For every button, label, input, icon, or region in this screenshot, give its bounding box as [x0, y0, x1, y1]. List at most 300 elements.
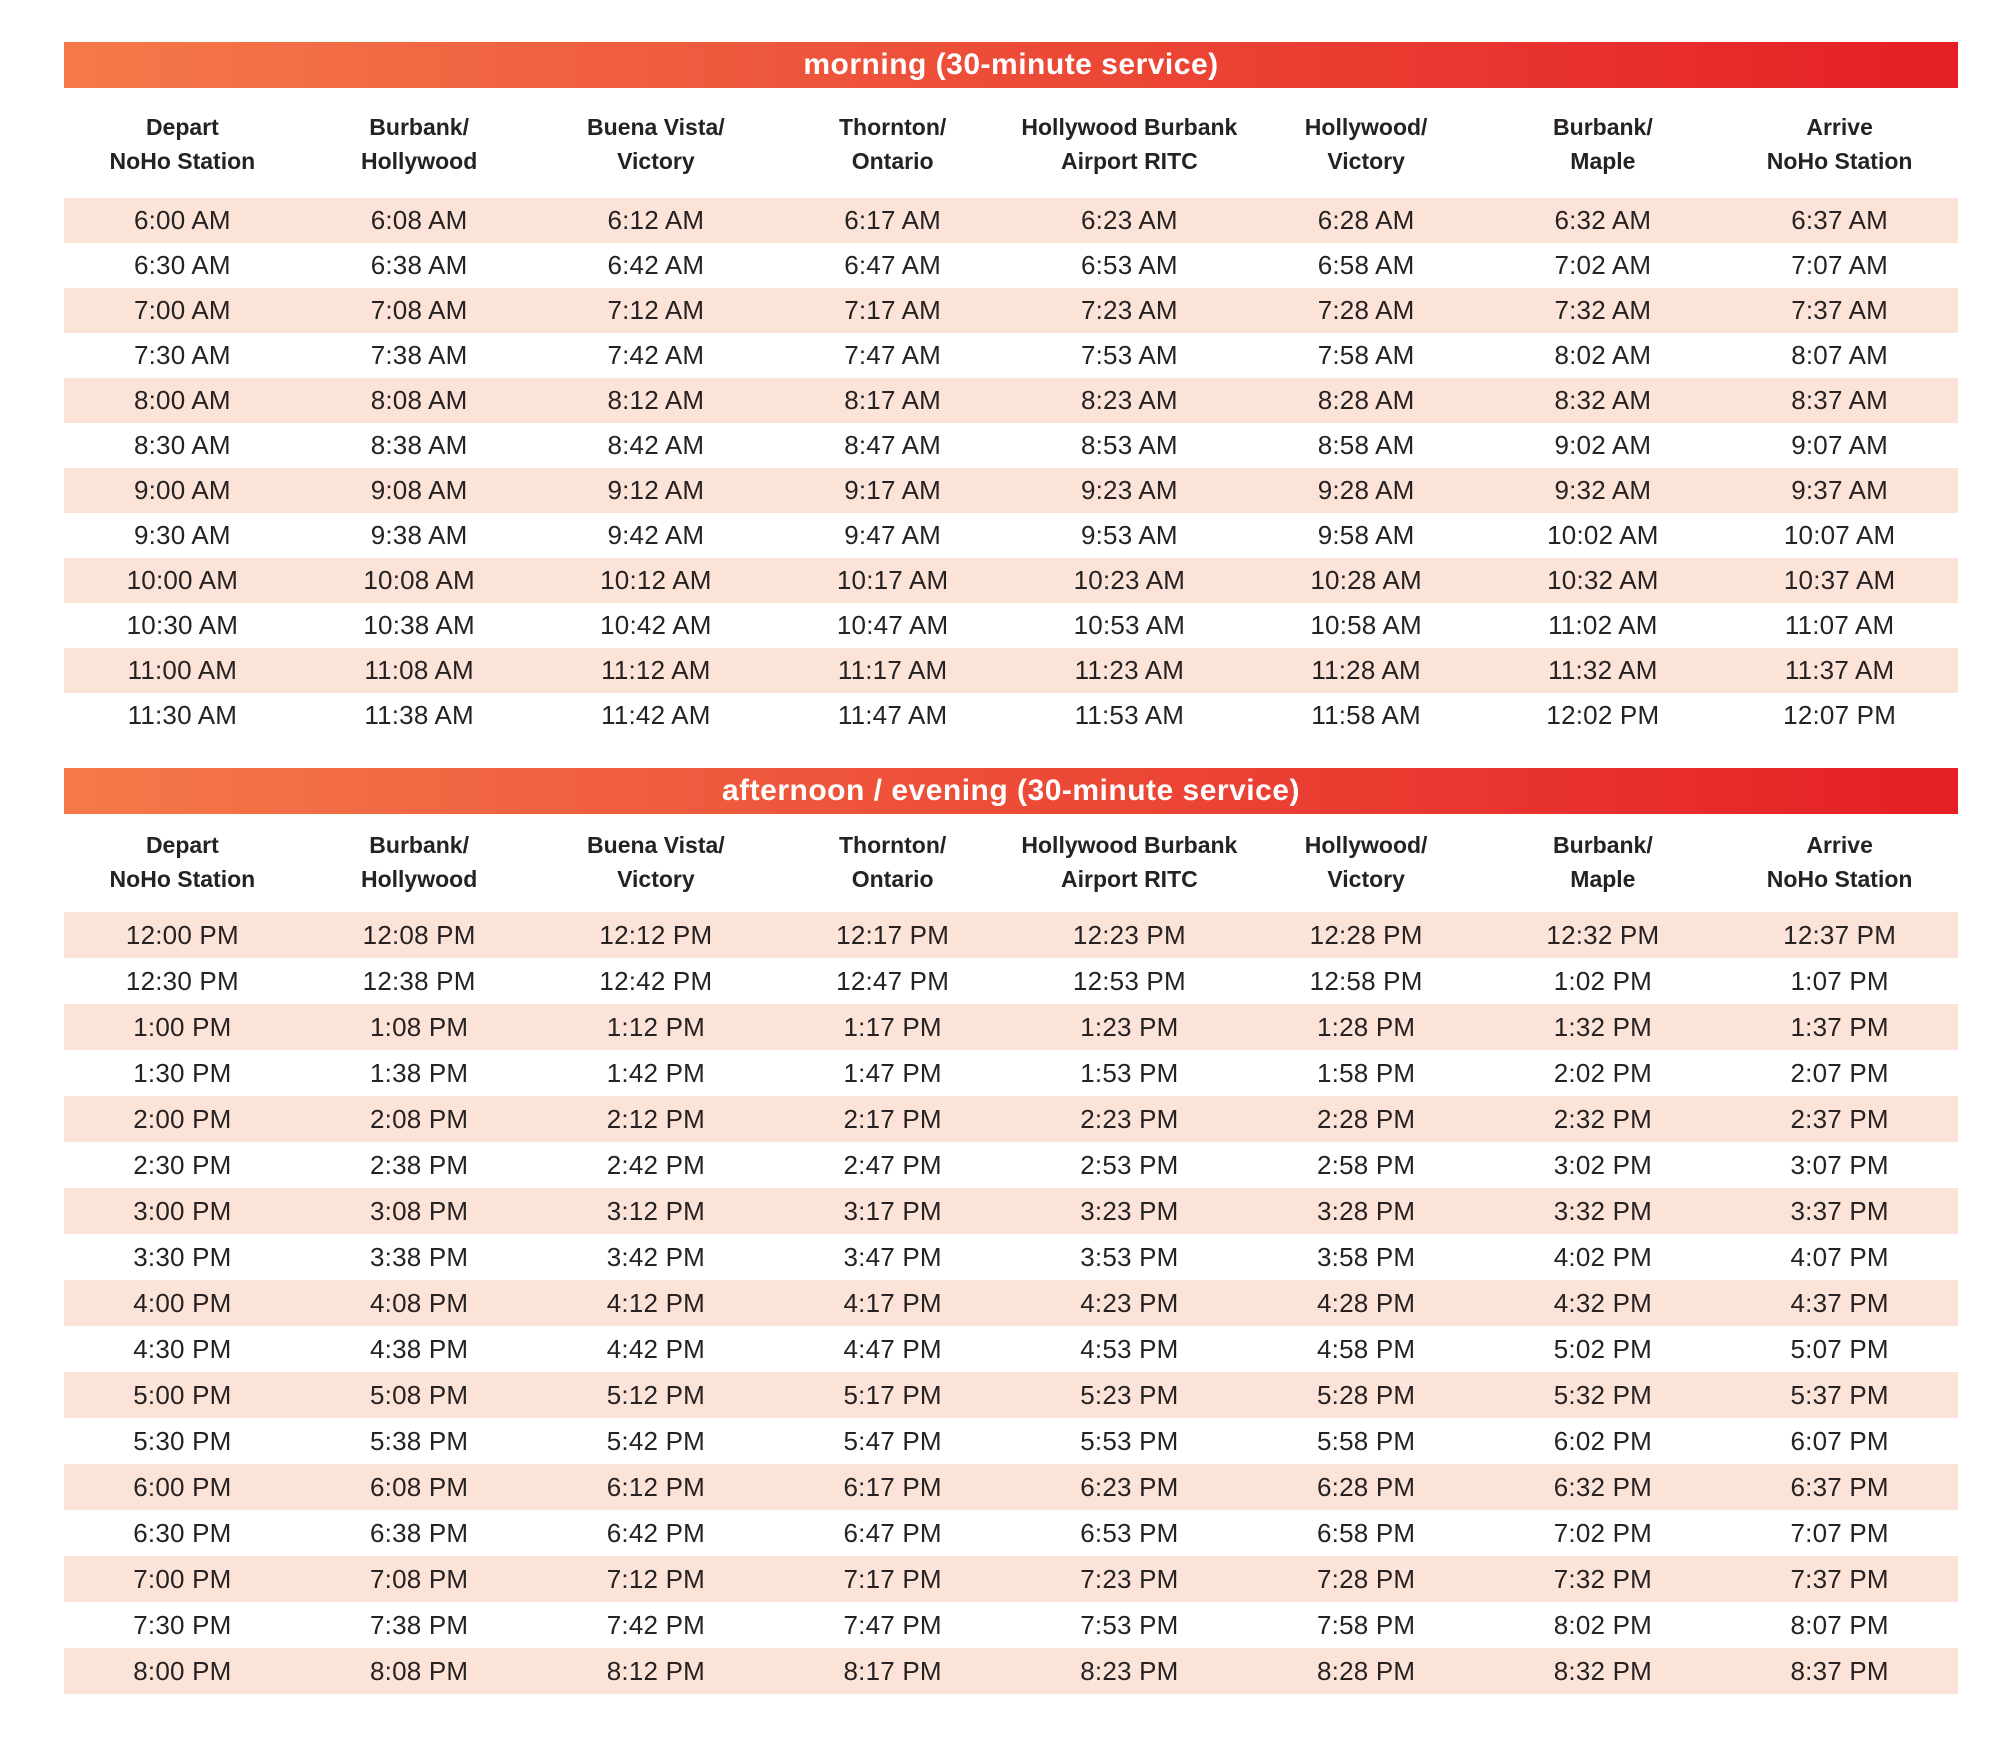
time-cell: 10:02 AM [1547, 520, 1659, 550]
time-cell: 12:58 PM [1309, 965, 1423, 996]
time-cell: 7:23 PM [1080, 1563, 1179, 1594]
time-cell: 12:02 PM [1546, 700, 1660, 730]
time-cell: 7:58 PM [1317, 1609, 1416, 1640]
column-header-line2: NoHo Station [109, 148, 256, 174]
time-cell: 6:28 PM [1317, 1471, 1416, 1502]
time-cell: 3:07 PM [1790, 1149, 1889, 1180]
time-cell: 5:07 PM [1790, 1333, 1889, 1364]
time-cell: 2:00 PM [133, 1103, 232, 1134]
timetable-row [64, 603, 1958, 648]
time-cell: 8:32 AM [1554, 385, 1652, 415]
time-cell: 1:58 PM [1317, 1057, 1416, 1088]
timetable-rows [64, 912, 1958, 1694]
timetable-row [64, 1004, 1958, 1050]
time-cell: 2:12 PM [606, 1103, 705, 1134]
time-cell: 4:28 PM [1317, 1287, 1416, 1318]
section-gap [64, 738, 1958, 768]
time-cell: 6:23 PM [1080, 1471, 1179, 1502]
time-cell: 2:37 PM [1790, 1103, 1889, 1134]
column-header-line2: Ontario [851, 148, 934, 174]
time-cell: 1:38 PM [370, 1057, 469, 1088]
time-cell: 12:42 PM [599, 965, 713, 996]
time-cell: 7:17 PM [843, 1563, 942, 1594]
time-cell: 4:12 PM [606, 1287, 705, 1318]
morning-title-band [64, 42, 1958, 88]
time-cell: 4:37 PM [1790, 1287, 1889, 1318]
time-cell: 7:58 AM [1317, 340, 1415, 370]
timetable-row [64, 1096, 1958, 1142]
time-cell: 11:42 AM [601, 700, 711, 730]
time-cell: 12:30 PM [125, 965, 239, 996]
time-cell: 3:42 PM [606, 1241, 705, 1272]
time-cell: 5:30 PM [133, 1425, 232, 1456]
time-cell: 1:28 PM [1317, 1011, 1416, 1042]
column-header-7 [1485, 110, 1722, 178]
time-cell: 5:53 PM [1080, 1425, 1179, 1456]
time-cell: 9:37 AM [1791, 475, 1889, 505]
time-cell: 10:07 AM [1783, 520, 1896, 550]
time-cell: 5:12 PM [606, 1379, 705, 1410]
time-cell: 11:07 AM [1784, 610, 1895, 640]
time-cell: 9:07 AM [1791, 430, 1889, 460]
timetable-row [64, 243, 1958, 288]
time-cell: 10:00 AM [126, 565, 239, 595]
time-cell: 1:02 PM [1553, 965, 1652, 996]
time-cell: 2:58 PM [1317, 1149, 1416, 1180]
time-cell: 7:28 AM [1317, 295, 1415, 325]
time-cell: 10:47 AM [836, 610, 949, 640]
time-cell: 11:37 AM [1784, 655, 1895, 685]
timetable-row [64, 1602, 1958, 1648]
time-cell: 5:58 PM [1317, 1425, 1416, 1456]
time-cell: 8:07 AM [1791, 340, 1889, 370]
time-cell: 3:37 PM [1790, 1195, 1889, 1226]
time-cell: 2:17 PM [843, 1103, 942, 1134]
column-header-line2: NoHo Station [1766, 866, 1913, 892]
afternoon-evening-schedule-section [64, 768, 1958, 1694]
time-cell: 8:02 PM [1553, 1609, 1652, 1640]
timetable-row [64, 288, 1958, 333]
time-cell: 7:07 AM [1791, 250, 1889, 280]
time-cell: 4:53 PM [1080, 1333, 1179, 1364]
time-cell: 7:30 PM [133, 1609, 232, 1640]
time-cell: 10:53 AM [1073, 610, 1186, 640]
time-cell: 2:30 PM [133, 1149, 232, 1180]
column-header-line2: Victory [617, 148, 695, 174]
time-cell: 11:08 AM [364, 655, 474, 685]
time-cell: 3:38 PM [370, 1241, 469, 1272]
time-cell: 7:42 AM [607, 340, 705, 370]
time-cell: 11:58 AM [1311, 700, 1421, 730]
time-cell: 1:42 PM [606, 1057, 705, 1088]
time-cell: 10:42 AM [600, 610, 712, 640]
time-cell: 7:00 AM [133, 295, 231, 325]
column-header-line1: Hollywood/ [1304, 832, 1428, 858]
time-cell: 6:37 PM [1790, 1471, 1889, 1502]
time-cell: 10:08 AM [363, 565, 475, 595]
time-cell: 7:47 AM [844, 340, 942, 370]
timetable-row [64, 1648, 1958, 1694]
time-cell: 4:30 PM [133, 1333, 232, 1364]
afternoon-title-band [64, 768, 1958, 814]
timetable-row [64, 1280, 1958, 1326]
time-cell: 6:42 AM [607, 250, 705, 280]
column-header-line1: Buena Vista/ [587, 114, 725, 140]
timetable-row [64, 468, 1958, 513]
time-cell: 4:32 PM [1553, 1287, 1652, 1318]
time-cell: 8:37 AM [1791, 385, 1889, 415]
time-cell: 12:07 PM [1783, 700, 1897, 730]
time-cell: 11:47 AM [837, 700, 948, 730]
column-header-line2: Airport RITC [1061, 866, 1198, 892]
section-title: afternoon / evening (30-minute service) [722, 774, 1300, 807]
time-cell: 2:42 PM [606, 1149, 705, 1180]
time-cell: 7:08 AM [370, 295, 468, 325]
time-cell: 6:12 AM [607, 205, 705, 235]
time-cell: 5:08 PM [370, 1379, 469, 1410]
time-cell: 4:23 PM [1080, 1287, 1179, 1318]
timetable-row [64, 378, 1958, 423]
column-headers [64, 814, 1958, 912]
time-cell: 3:30 PM [133, 1241, 232, 1272]
time-cell: 8:58 AM [1317, 430, 1415, 460]
time-cell: 8:12 AM [607, 385, 705, 415]
column-header-5 [1011, 110, 1248, 178]
time-cell: 6:08 AM [370, 205, 468, 235]
column-header-line2: Airport RITC [1061, 148, 1198, 174]
timetable-row [64, 513, 1958, 558]
time-cell: 6:53 PM [1080, 1517, 1179, 1548]
column-header-line1: Buena Vista/ [587, 832, 725, 858]
timetable-row [64, 1418, 1958, 1464]
timetable-row [64, 1556, 1958, 1602]
time-cell: 11:12 AM [601, 655, 711, 685]
time-cell: 10:32 AM [1547, 565, 1659, 595]
time-cell: 11:17 AM [837, 655, 948, 685]
timetable-row [64, 1188, 1958, 1234]
time-cell: 6:17 AM [844, 205, 942, 235]
time-cell: 10:38 AM [363, 610, 475, 640]
time-cell: 6:08 PM [370, 1471, 469, 1502]
time-cell: 4:02 PM [1553, 1241, 1652, 1272]
time-cell: 6:00 AM [133, 205, 231, 235]
time-cell: 9:02 AM [1554, 430, 1652, 460]
time-cell: 1:30 PM [133, 1057, 232, 1088]
column-header-line1: Hollywood/ [1304, 114, 1428, 140]
time-cell: 7:37 AM [1791, 295, 1889, 325]
time-cell: 8:23 PM [1080, 1655, 1179, 1686]
column-header-line1: Thornton/ [838, 832, 947, 858]
time-cell: 7:32 AM [1554, 295, 1652, 325]
time-cell: 4:00 PM [133, 1287, 232, 1318]
time-cell: 2:23 PM [1080, 1103, 1179, 1134]
time-cell: 9:12 AM [607, 475, 705, 505]
time-cell: 8:28 AM [1317, 385, 1415, 415]
time-cell: 10:12 AM [600, 565, 712, 595]
time-cell: 5:47 PM [843, 1425, 942, 1456]
time-cell: 5:42 PM [606, 1425, 705, 1456]
time-cell: 6:38 AM [370, 250, 468, 280]
time-cell: 7:00 PM [133, 1563, 232, 1594]
time-cell: 3:12 PM [606, 1195, 705, 1226]
time-cell: 6:32 PM [1553, 1471, 1652, 1502]
time-cell: 3:23 PM [1080, 1195, 1179, 1226]
time-cell: 11:32 AM [1548, 655, 1658, 685]
time-cell: 9:08 AM [370, 475, 468, 505]
column-header-line1: Depart [145, 832, 219, 858]
time-cell: 7:07 PM [1790, 1517, 1889, 1548]
time-cell: 10:28 AM [1310, 565, 1422, 595]
time-cell: 12:53 PM [1072, 965, 1186, 996]
time-cell: 7:23 AM [1080, 295, 1178, 325]
column-header-line1: Depart [145, 114, 219, 140]
time-cell: 8:08 AM [370, 385, 468, 415]
time-cell: 12:12 PM [599, 919, 713, 950]
column-header-8 [1721, 828, 1958, 896]
time-cell: 5:00 PM [133, 1379, 232, 1410]
time-cell: 10:30 AM [126, 610, 239, 640]
column-header-4 [774, 110, 1011, 178]
time-cell: 1:53 PM [1080, 1057, 1179, 1088]
time-cell: 8:08 PM [370, 1655, 469, 1686]
timetable-row [64, 1510, 1958, 1556]
time-cell: 4:47 PM [843, 1333, 942, 1364]
time-cell: 3:53 PM [1080, 1241, 1179, 1272]
time-cell: 8:30 AM [133, 430, 231, 460]
time-cell: 11:30 AM [127, 700, 238, 730]
time-cell: 6:30 AM [133, 250, 231, 280]
time-cell: 10:17 AM [836, 565, 949, 595]
time-cell: 7:53 AM [1080, 340, 1178, 370]
time-cell: 10:37 AM [1783, 565, 1896, 595]
column-header-line1: Burbank/ [1553, 832, 1653, 858]
time-cell: 7:08 PM [370, 1563, 469, 1594]
column-header-4 [774, 828, 1011, 896]
column-header-line2: Victory [1327, 866, 1405, 892]
section-title: morning (30-minute service) [803, 48, 1219, 81]
time-cell: 6:58 AM [1317, 250, 1415, 280]
time-cell: 7:12 AM [607, 295, 705, 325]
column-header-line1: Burbank/ [369, 832, 469, 858]
time-cell: 6:47 PM [843, 1517, 942, 1548]
time-cell: 5:37 PM [1790, 1379, 1889, 1410]
time-cell: 3:28 PM [1317, 1195, 1416, 1226]
time-cell: 8:12 PM [606, 1655, 705, 1686]
time-cell: 5:38 PM [370, 1425, 469, 1456]
time-cell: 6:30 PM [133, 1517, 232, 1548]
time-cell: 7:38 PM [370, 1609, 469, 1640]
time-cell: 8:00 AM [133, 385, 231, 415]
column-header-line2: NoHo Station [109, 866, 256, 892]
column-header-line1: Thornton/ [838, 114, 947, 140]
time-cell: 7:02 AM [1554, 250, 1652, 280]
time-cell: 6:07 PM [1790, 1425, 1889, 1456]
time-cell: 3:58 PM [1317, 1241, 1416, 1272]
time-cell: 8:42 AM [607, 430, 705, 460]
time-cell: 1:47 PM [843, 1057, 942, 1088]
timetable-row [64, 1464, 1958, 1510]
time-cell: 7:12 PM [606, 1563, 705, 1594]
time-cell: 5:32 PM [1553, 1379, 1652, 1410]
time-cell: 11:38 AM [364, 700, 474, 730]
timetable-row [64, 1372, 1958, 1418]
time-cell: 9:30 AM [133, 520, 231, 550]
time-cell: 7:32 PM [1553, 1563, 1652, 1594]
time-cell: 8:02 AM [1554, 340, 1652, 370]
time-cell: 7:37 PM [1790, 1563, 1889, 1594]
time-cell: 6:38 PM [370, 1517, 469, 1548]
column-header-line1: Burbank/ [1553, 114, 1653, 140]
time-cell: 4:17 PM [843, 1287, 942, 1318]
morning-schedule-section [64, 42, 1958, 738]
timetable-row [64, 333, 1958, 378]
timetable-row [64, 558, 1958, 603]
time-cell: 4:38 PM [370, 1333, 469, 1364]
time-cell: 3:17 PM [843, 1195, 942, 1226]
time-cell: 2:28 PM [1317, 1103, 1416, 1134]
time-cell: 12:32 PM [1546, 919, 1660, 950]
time-cell: 4:07 PM [1790, 1241, 1889, 1272]
column-header-6 [1248, 828, 1485, 896]
time-cell: 6:12 PM [606, 1471, 705, 1502]
time-cell: 4:58 PM [1317, 1333, 1416, 1364]
time-cell: 7:42 PM [606, 1609, 705, 1640]
time-cell: 12:38 PM [362, 965, 476, 996]
column-header-2 [301, 110, 538, 178]
time-cell: 1:00 PM [133, 1011, 232, 1042]
column-header-line2: NoHo Station [1766, 148, 1913, 174]
time-cell: 1:37 PM [1790, 1011, 1889, 1042]
time-cell: 7:02 PM [1553, 1517, 1652, 1548]
time-cell: 11:28 AM [1311, 655, 1421, 685]
column-header-line2: Ontario [851, 866, 934, 892]
time-cell: 1:12 PM [606, 1011, 705, 1042]
time-cell: 8:17 AM [844, 385, 942, 415]
column-headers [64, 88, 1958, 198]
time-cell: 12:47 PM [836, 965, 950, 996]
time-cell: 2:07 PM [1790, 1057, 1889, 1088]
time-cell: 8:28 PM [1317, 1655, 1416, 1686]
column-header-1 [64, 828, 301, 896]
timetable-row [64, 648, 1958, 693]
time-cell: 8:53 AM [1080, 430, 1178, 460]
time-cell: 9:42 AM [607, 520, 705, 550]
timetable-row [64, 1326, 1958, 1372]
time-cell: 9:38 AM [370, 520, 468, 550]
time-cell: 4:08 PM [370, 1287, 469, 1318]
time-cell: 9:17 AM [844, 475, 942, 505]
time-cell: 12:08 PM [362, 919, 476, 950]
time-cell: 11:00 AM [127, 655, 238, 685]
column-header-7 [1485, 828, 1722, 896]
column-header-line2: Hollywood [360, 866, 478, 892]
column-header-line2: Maple [1570, 866, 1636, 892]
time-cell: 10:23 AM [1073, 565, 1186, 595]
time-cell: 8:23 AM [1080, 385, 1178, 415]
column-header-2 [301, 828, 538, 896]
time-cell: 6:02 PM [1553, 1425, 1652, 1456]
time-cell: 8:47 AM [844, 430, 942, 460]
time-cell: 11:23 AM [1074, 655, 1185, 685]
time-cell: 11:02 AM [1548, 610, 1658, 640]
time-cell: 6:58 PM [1317, 1517, 1416, 1548]
time-cell: 8:07 PM [1790, 1609, 1889, 1640]
time-cell: 12:00 PM [125, 919, 239, 950]
time-cell: 7:53 PM [1080, 1609, 1179, 1640]
timetable-row [64, 423, 1958, 468]
time-cell: 9:23 AM [1080, 475, 1178, 505]
time-cell: 5:23 PM [1080, 1379, 1179, 1410]
column-header-5 [1011, 828, 1248, 896]
time-cell: 8:17 PM [843, 1655, 942, 1686]
time-cell: 7:38 AM [370, 340, 468, 370]
time-cell: 6:47 AM [844, 250, 942, 280]
time-cell: 3:32 PM [1553, 1195, 1652, 1226]
column-header-8 [1721, 110, 1958, 178]
time-cell: 9:32 AM [1554, 475, 1652, 505]
column-header-line1: Arrive [1806, 114, 1873, 140]
column-header-line1: Hollywood Burbank [1021, 114, 1238, 140]
time-cell: 5:17 PM [843, 1379, 942, 1410]
time-cell: 9:47 AM [844, 520, 942, 550]
timetable-row [64, 1142, 1958, 1188]
timetable-row [64, 912, 1958, 958]
time-cell: 1:17 PM [843, 1011, 942, 1042]
time-cell: 12:37 PM [1783, 919, 1897, 950]
column-header-3 [538, 110, 775, 178]
time-cell: 7:28 PM [1317, 1563, 1416, 1594]
time-cell: 12:17 PM [836, 919, 950, 950]
time-cell: 7:30 AM [133, 340, 231, 370]
timetable-rows [64, 198, 1958, 738]
timetable-row [64, 1234, 1958, 1280]
time-cell: 2:38 PM [370, 1149, 469, 1180]
time-cell: 3:02 PM [1553, 1149, 1652, 1180]
time-cell: 8:38 AM [370, 430, 468, 460]
time-cell: 8:00 PM [133, 1655, 232, 1686]
time-cell: 10:58 AM [1310, 610, 1422, 640]
time-cell: 3:08 PM [370, 1195, 469, 1226]
time-cell: 1:32 PM [1553, 1011, 1652, 1042]
time-cell: 4:42 PM [606, 1333, 705, 1364]
time-cell: 3:00 PM [133, 1195, 232, 1226]
time-cell: 6:37 AM [1791, 205, 1889, 235]
time-cell: 6:53 AM [1080, 250, 1178, 280]
time-cell: 9:28 AM [1317, 475, 1415, 505]
column-header-line2: Hollywood [360, 148, 478, 174]
time-cell: 6:23 AM [1080, 205, 1178, 235]
column-header-line1: Burbank/ [369, 114, 469, 140]
time-cell: 7:17 AM [844, 295, 942, 325]
time-cell: 7:47 PM [843, 1609, 942, 1640]
time-cell: 12:28 PM [1309, 919, 1423, 950]
time-cell: 9:00 AM [133, 475, 231, 505]
time-cell: 2:53 PM [1080, 1149, 1179, 1180]
column-header-line2: Victory [1327, 148, 1405, 174]
time-cell: 1:08 PM [370, 1011, 469, 1042]
time-cell: 2:08 PM [370, 1103, 469, 1134]
column-header-6 [1248, 110, 1485, 178]
time-cell: 2:02 PM [1553, 1057, 1652, 1088]
time-cell: 6:17 PM [843, 1471, 942, 1502]
time-cell: 6:00 PM [133, 1471, 232, 1502]
timetable-row [64, 693, 1958, 738]
timetable-row [64, 958, 1958, 1004]
time-cell: 1:23 PM [1080, 1011, 1179, 1042]
time-cell: 6:32 AM [1554, 205, 1652, 235]
time-cell: 5:28 PM [1317, 1379, 1416, 1410]
bus-timetable-sheet [64, 42, 1958, 1694]
